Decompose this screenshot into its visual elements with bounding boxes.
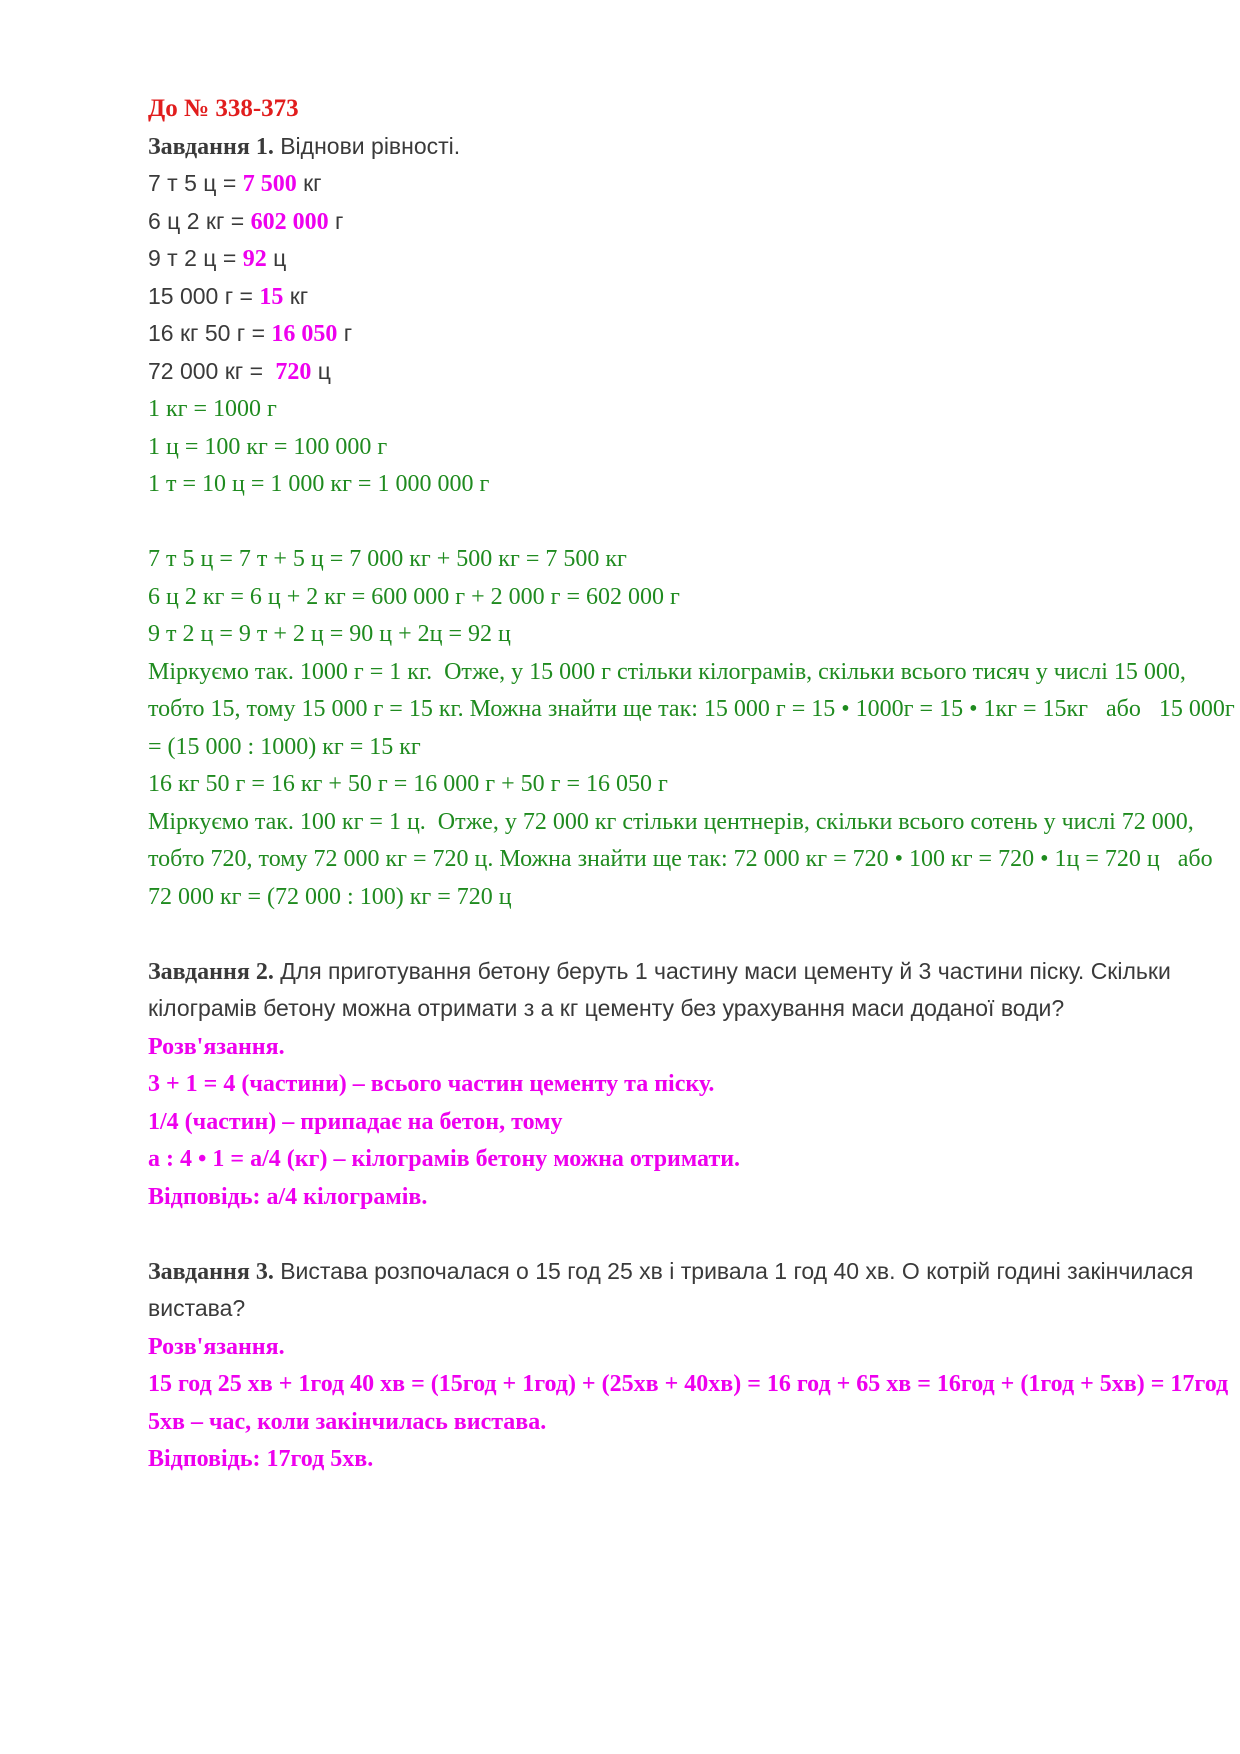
text-line	[148, 728, 1144, 766]
text-run: г	[337, 320, 353, 346]
text-run: 72 000 кг =	[148, 357, 270, 384]
text-run: Завдання 1.	[148, 133, 274, 160]
text-line	[148, 1328, 1144, 1366]
text-line	[148, 1140, 1144, 1178]
text-run: 7 т 5 ц = 7 т + 5 ц = 7 000 кг + 500 кг = 7 500 кг	[148, 546, 627, 572]
text-run: 6 ц 2 кг = 6 ц + 2 кг = 600 000 г + 2 000 г = 602 000 г	[148, 583, 680, 610]
text-run: 3 + 1 = 4 (частини) – всього частин цементу та піску.	[148, 1071, 715, 1097]
text-line	[148, 428, 1144, 466]
text-line	[148, 540, 1144, 578]
text-run: вистава?	[148, 1295, 246, 1321]
text-line	[148, 465, 1144, 503]
text-run: 16 050	[271, 321, 338, 347]
text-line	[148, 1290, 1144, 1328]
text-run: = (15 000 : 1000) кг = 15 кг	[148, 733, 421, 760]
text-run: 9 т 2 ц =	[148, 245, 243, 271]
text-run: 6 ц 2 кг =	[148, 207, 251, 234]
text-run: 16 кг 50 г =	[148, 320, 272, 346]
text-run: 1 кг = 1000 г	[148, 396, 277, 422]
text-run: а : 4 • 1 = а/4 (кг) – кілограмів бетону можна отримати.	[148, 1146, 741, 1172]
text-line	[148, 165, 1144, 203]
text-line	[148, 390, 1144, 428]
text-line	[148, 503, 1144, 541]
text-run: 15 год 25 хв + 1год 40 хв = (15год + 1год) + (25хв + 40хв) = 16 год + 65 хв = 16год + (1год + 5хв) = 17год	[148, 1371, 1229, 1397]
text-line	[148, 653, 1186, 691]
text-line	[148, 840, 1213, 878]
text-run: кілограмів бетону можна отримати з а кг цементу без урахування маси доданої води?	[148, 995, 1065, 1021]
text-run: 602 000	[250, 208, 329, 235]
text-run: 9 т 2 ц = 9 т + 2 ц = 90 ц + 2ц = 92 ц	[148, 621, 511, 647]
text-run: ц	[311, 357, 331, 384]
text-line	[148, 278, 1144, 316]
text-line	[148, 1065, 1144, 1103]
text-line	[148, 315, 1144, 353]
text-line	[148, 1365, 1229, 1403]
text-run: Міркуємо так. 100 кг = 1 ц. Отже, у 72 000 кг стільки центнерів, скільки всього сотень у числі 72 000,	[148, 808, 1194, 835]
text-run: тобто 15, тому 15 000 г = 15 кг. Можна знайти ще так: 15 000 г = 15 • 1000г = 15 • 1кг = 15кг або 15 000г	[148, 696, 1235, 722]
text-line	[148, 90, 1144, 128]
text-run: Завдання 2.	[148, 958, 274, 985]
text-run: До № 338-373	[148, 95, 299, 122]
text-run: кг	[296, 170, 322, 196]
text-line	[148, 203, 1144, 241]
text-line	[148, 1403, 1144, 1441]
text-run: 1/4 (частин) – припадає на бетон, тому	[148, 1108, 563, 1135]
text-run: Розв'язання.	[148, 1333, 285, 1360]
text-run: кг	[283, 282, 309, 309]
text-line	[148, 1028, 1144, 1066]
text-run: 5хв – час, коли закінчилась вистава.	[148, 1408, 547, 1435]
text-line	[148, 690, 1235, 728]
text-run: 72 000 кг = (72 000 : 100) кг = 720 ц	[148, 883, 512, 910]
text-line	[148, 915, 1144, 953]
text-run: 15 000 г =	[148, 282, 260, 309]
text-run: Відповідь: а/4 кілограмів.	[148, 1183, 428, 1210]
text-run: 7 500	[242, 171, 297, 197]
text-line	[148, 615, 1144, 653]
text-run: 1 т = 10 ц = 1 000 кг = 1 000 000 г	[148, 471, 490, 497]
text-line	[148, 578, 1144, 616]
text-run: 720	[269, 358, 312, 385]
text-line	[148, 353, 1144, 391]
text-run: 7 т 5 ц =	[148, 170, 243, 196]
text-line	[148, 803, 1194, 841]
text-run: Міркуємо так. 1000 г = 1 кг. Отже, у 15 000 г стільки кілограмів, скільки всього тисяч у числі 15 000,	[148, 658, 1186, 685]
text-run: Розв'язання.	[148, 1033, 285, 1060]
text-run: Віднови рівності.	[273, 132, 461, 159]
text-line	[148, 765, 1144, 803]
text-line	[148, 953, 1171, 991]
text-line	[148, 240, 1144, 278]
text-line	[148, 1440, 1144, 1478]
document-lines	[148, 90, 1235, 1478]
text-run: 15	[259, 283, 284, 310]
text-run: Відповідь: 17год 5хв.	[148, 1446, 374, 1472]
text-line	[148, 878, 1144, 916]
text-line	[148, 990, 1144, 1028]
text-run: Для приготування бетону беруть 1 частину маси цементу й 3 частини піску. Скільки	[273, 957, 1171, 984]
text-line	[148, 1178, 1144, 1216]
text-run: 1 ц = 100 кг = 100 000 г	[148, 433, 388, 460]
text-run: тобто 720, тому 72 000 кг = 720 ц. Можна знайти ще так: 72 000 кг = 720 • 100 кг = 720 • 1ц = 720 ц або	[148, 846, 1213, 872]
text-run: 16 кг 50 г = 16 кг + 50 г = 16 000 г + 50 г = 16 050 г	[148, 771, 668, 797]
text-run: г	[328, 207, 344, 234]
text-run: Вистава розпочалася о 15 год 25 хв і тривала 1 год 40 хв. О котрій годині закінчилася	[273, 1257, 1194, 1284]
text-line	[148, 1253, 1194, 1291]
text-line	[148, 1215, 1144, 1253]
text-run: ц	[266, 245, 287, 271]
text-line	[148, 1103, 1144, 1141]
text-run: Завдання 3.	[148, 1258, 274, 1285]
text-run: 92	[242, 246, 267, 272]
text-line	[148, 128, 1144, 166]
